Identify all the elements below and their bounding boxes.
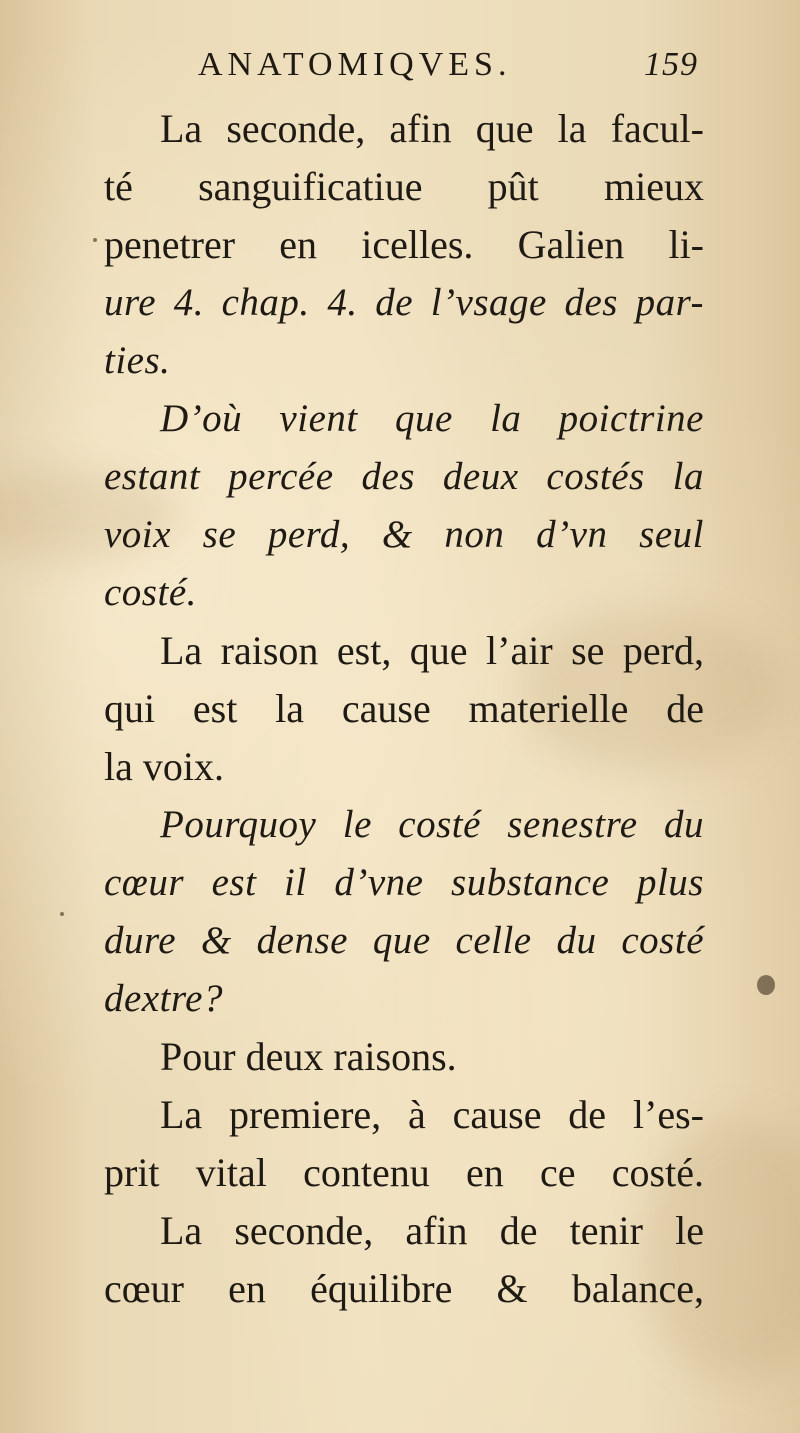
text-line: La seconde, afin de tenir le [160,1208,704,1253]
text-line: ties. [104,339,171,382]
text-line: ure 4. chap. 4. de l’vsage des par- [104,281,704,324]
page-number: 159 [644,46,698,83]
text-line: La seconde, afin que la facul- [160,106,704,151]
text-line: té sanguificatiue pût mieux [104,164,704,209]
question-line: Pourquoy le costé senestre du [160,803,704,846]
text-line: La raison est, que l’air se perd, [160,628,704,673]
text-line: cœur en équilibre & balance, [104,1266,704,1311]
foxing-spot [60,912,64,916]
question-line: voix se perd, & non d’vn seul [104,513,704,556]
running-head [104,38,704,100]
question-line: costé. [104,571,197,614]
foxing-spot [93,238,97,242]
question-line: D’où vient que la poictrine [160,397,704,440]
text-line: penetrer en icelles. Galien li- [104,222,704,267]
text-line: qui est la cause materielle de [104,686,704,731]
question-line: cœur est il d’vne substance plus [104,861,704,904]
running-title: ANATOMIQVES. [198,46,512,83]
text-line: prit vital contenu en ce costé. [104,1150,704,1195]
text-line: la voix. [104,744,224,789]
text-block [104,38,704,1318]
foxing-spot [757,975,775,995]
question-line: dure & dense que celle du costé [104,919,704,962]
text-line: La premiere, à cause de l’es- [160,1092,704,1137]
question-line: dextre? [104,977,223,1020]
text-line: Pour deux raisons. [160,1034,457,1079]
question-line: estant percée des deux costés la [104,455,704,498]
